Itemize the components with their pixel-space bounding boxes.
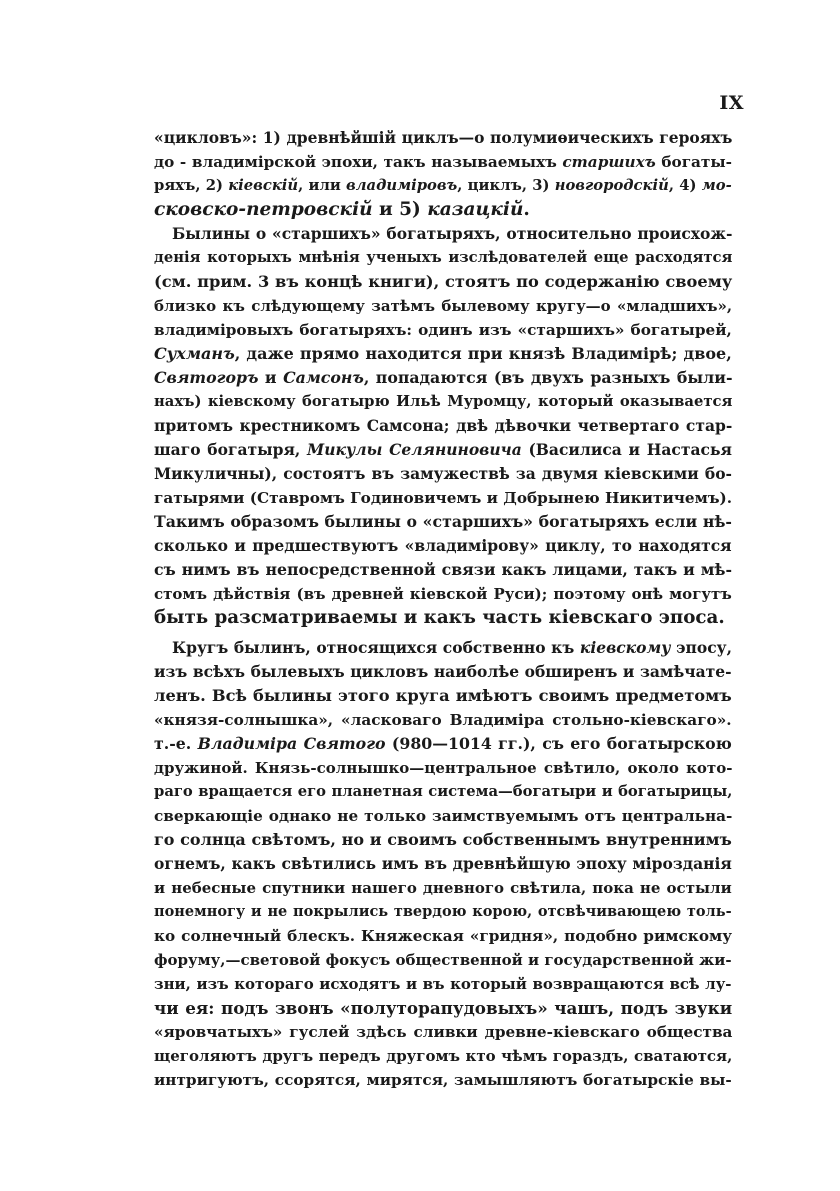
text-segment: Микуличны), состоятъ въ замужествѣ за двумя кіевскими бо- bbox=[154, 464, 732, 483]
text-line bbox=[154, 342, 732, 366]
text-segment: денія которыхъ мнѣнія ученыхъ изслѣдователей еще расходятся bbox=[154, 249, 733, 266]
italic-text: Святогоръ bbox=[154, 368, 259, 387]
italic-text: кіевскому bbox=[579, 638, 671, 657]
italic-text: Самсонъ bbox=[283, 368, 364, 387]
text-segment: понемногу и не покрылись твердою корою, отсвѣчивающею толь- bbox=[154, 903, 732, 920]
text-segment: раго вращается его планетная система—богатыри и богатырицы, bbox=[154, 783, 733, 800]
text-segment: , попадаются (въ двухъ разныхъ были- bbox=[363, 368, 733, 387]
text-line bbox=[154, 534, 732, 558]
text-line bbox=[154, 1044, 732, 1068]
text-line bbox=[154, 366, 732, 390]
text-segment: быть разсматриваемы и какъ часть кіевскаго эпоса. bbox=[154, 607, 725, 628]
text-line bbox=[154, 246, 732, 270]
text-line bbox=[154, 996, 732, 1020]
text-segment: ленъ. Всѣ былины этого круга имѣютъ своимъ предметомъ bbox=[154, 686, 732, 705]
text-segment: Кругъ былинъ, относящихся собственно къ bbox=[172, 638, 580, 657]
text-segment: Былины о «старшихъ» богатыряхъ, относительно происхож- bbox=[172, 224, 733, 243]
text-line bbox=[154, 876, 732, 900]
text-segment: «цикловъ»: 1) древнѣйшій циклъ—о полумиѳическихъ герояхъ bbox=[154, 128, 733, 147]
text-segment: го солнца свѣтомъ, но и своимъ собственнымъ внутреннимъ bbox=[154, 830, 732, 849]
italic-text: мо- bbox=[701, 177, 732, 194]
text-segment: интригуютъ, ссорятся, мирятся, замышляютъ богатырскіе вы- bbox=[154, 1071, 732, 1089]
text-segment: стомъ дѣйствія (въ древней кіевской Руси); поэтому онѣ могутъ bbox=[154, 585, 732, 603]
text-line bbox=[154, 486, 732, 510]
text-segment: ряхъ, 2) bbox=[154, 177, 229, 194]
text-line bbox=[154, 852, 732, 876]
text-segment: и небесные спутники нашего дневного свѣтила, пока не остыли bbox=[154, 879, 732, 897]
text-line bbox=[154, 294, 732, 318]
text-line bbox=[154, 684, 732, 708]
text-line bbox=[154, 270, 732, 294]
text-segment: зни, изъ котораго исходятъ и въ который возвращаются всѣ лу- bbox=[154, 975, 732, 993]
italic-text: старшихъ bbox=[562, 153, 656, 171]
text-line bbox=[154, 900, 732, 924]
text-segment: чи ея: подъ звонъ «полуторапудовыхъ» чашъ, подъ звуки bbox=[154, 998, 733, 1018]
text-line bbox=[172, 222, 732, 246]
text-segment: сверкающіе однако не только заимствуемымъ отъ центральна- bbox=[154, 807, 733, 825]
text-line bbox=[154, 780, 732, 804]
text-line bbox=[154, 510, 732, 534]
text-segment: , или bbox=[298, 177, 347, 194]
text-segment: Такимъ образомъ былины о «старшихъ» богатыряхъ если нѣ- bbox=[154, 512, 732, 531]
text-segment: , 4) bbox=[668, 177, 702, 194]
text-segment: притомъ крестникомъ Самсона; двѣ дѣвочки четвертаго стар- bbox=[154, 416, 733, 435]
text-line bbox=[154, 948, 732, 972]
text-line bbox=[154, 972, 732, 996]
text-segment: и bbox=[258, 368, 284, 387]
text-segment: и 5) bbox=[372, 199, 428, 220]
text-segment: (Василиса и Настасья bbox=[521, 440, 732, 459]
text-segment: до - владимірской эпохи, такъ называемыхъ bbox=[154, 153, 563, 171]
text-line bbox=[154, 462, 732, 486]
text-line bbox=[154, 438, 732, 462]
text-line bbox=[154, 732, 732, 756]
italic-text: новгородскій bbox=[554, 177, 669, 194]
text-segment: «князя-солнышка», «ласковаго Владиміра стольно-кіевскаго». bbox=[154, 711, 732, 729]
italic-text: Сухманъ bbox=[154, 344, 235, 363]
text-line bbox=[154, 150, 732, 174]
italic-text: владиміровъ bbox=[346, 177, 458, 194]
text-segment: , даже прямо находится при князѣ Владимірѣ; двое, bbox=[234, 344, 732, 363]
text-line bbox=[154, 924, 732, 948]
text-line bbox=[154, 1068, 732, 1092]
italic-text: казацкій bbox=[427, 199, 524, 220]
text-segment: нахъ) кіевскому богатырю Ильѣ Муромцу, который оказывается bbox=[154, 393, 733, 410]
text-segment: богаты- bbox=[655, 153, 733, 171]
text-segment: эпосу, bbox=[670, 638, 732, 657]
text-segment: (980—1014 гг.), съ его богатырскою bbox=[385, 734, 732, 753]
text-line bbox=[154, 828, 732, 852]
text-segment: гатырями (Ставромъ Годиновичемъ и Добрынею Никитичемъ). bbox=[154, 489, 733, 507]
text-segment: т.-е. bbox=[154, 734, 198, 753]
text-segment: шаго богатыря, bbox=[154, 440, 308, 459]
text-line bbox=[154, 174, 732, 198]
text-segment: , циклъ, 3) bbox=[457, 177, 555, 194]
italic-text: кіевскій bbox=[228, 177, 299, 194]
text-segment: (см. прим. 3 въ концѣ книги), стоятъ по содержанію своему bbox=[154, 272, 733, 291]
text-segment: дружиной. Князь-солнышко—центральное свѣтило, около кото- bbox=[154, 759, 733, 777]
text-line bbox=[154, 126, 732, 150]
text-segment: огнемъ, какъ свѣтились имъ въ древнѣйшую эпоху мірозданія bbox=[154, 854, 732, 873]
text-segment: ко солнечный блескъ. Княжеская «гридня», подобно римскому bbox=[154, 927, 732, 945]
text-line bbox=[154, 756, 732, 780]
text-line bbox=[154, 660, 732, 684]
italic-text: Микулы Селяниновича bbox=[307, 440, 522, 459]
text-segment: . bbox=[523, 199, 530, 220]
text-segment: форуму,—световой фокусъ общественной и государственной жи- bbox=[154, 951, 732, 969]
text-line bbox=[154, 390, 732, 414]
text-line bbox=[154, 318, 732, 342]
italic-text: сковско-петровскій bbox=[154, 199, 373, 220]
text-line bbox=[154, 804, 732, 828]
text-line bbox=[154, 582, 732, 606]
text-segment: сколько и предшествуютъ «владимірову» циклу, то находятся bbox=[154, 536, 732, 555]
text-line bbox=[154, 708, 732, 732]
text-line bbox=[154, 606, 725, 630]
text-line bbox=[154, 414, 732, 438]
text-line bbox=[154, 198, 530, 222]
text-line bbox=[154, 1020, 732, 1044]
text-line bbox=[154, 558, 732, 582]
text-segment: «яровчатыхъ» гуслей здѣсь сливки древне-кіевскаго общества bbox=[154, 1023, 733, 1041]
text-segment: щеголяютъ другъ передъ другомъ кто чѣмъ гораздъ, сватаются, bbox=[154, 1047, 733, 1065]
text-segment: владиміровыхъ богатыряхъ: одинъ изъ «старшихъ» богатырей, bbox=[154, 321, 732, 339]
italic-text: Владиміра Святого bbox=[197, 734, 386, 753]
text-segment: близко къ слѣдующему затѣмъ былевому кругу—о «младшихъ», bbox=[154, 297, 733, 315]
page-number: IX bbox=[719, 92, 744, 114]
text-line bbox=[172, 636, 732, 660]
text-segment: изъ всѣхъ былевыхъ цикловъ наиболѣе обширенъ и замѣчате- bbox=[154, 662, 732, 681]
text-segment: съ нимъ въ непосредственной связи какъ лицами, такъ и мѣ- bbox=[154, 560, 733, 579]
